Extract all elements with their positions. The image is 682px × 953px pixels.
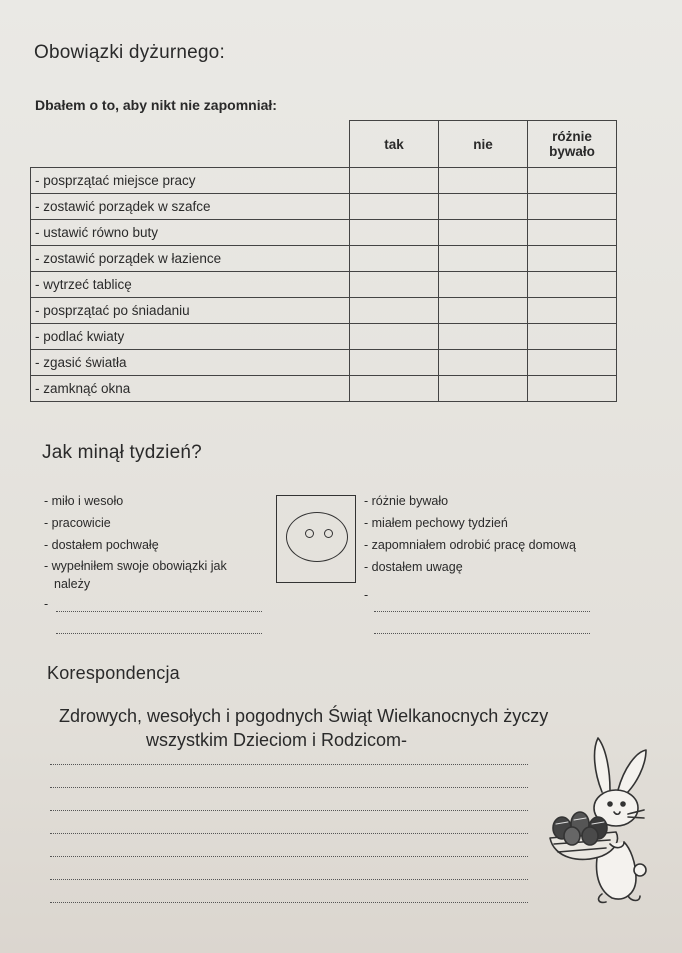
- list-item: - miałem pechowy tydzień: [364, 516, 508, 530]
- writing-line[interactable]: [50, 879, 528, 880]
- checkbox-cell-tak[interactable]: [350, 324, 439, 350]
- checkbox-cell-tak[interactable]: [350, 350, 439, 376]
- list-item: - dostałem uwagę: [364, 560, 463, 574]
- duties-table: [30, 120, 617, 402]
- correspondence-title: Korespondencja: [47, 663, 180, 683]
- task-label: - zgasić światła: [31, 350, 350, 376]
- week-left-list: [44, 490, 227, 616]
- mood-box: [276, 495, 356, 583]
- checkbox-cell-nie[interactable]: [439, 350, 528, 376]
- header-roznie-line1: różnie: [552, 129, 592, 144]
- checkbox-cell-roznie[interactable]: [528, 350, 617, 376]
- list-item: - miło i wesoło: [44, 494, 124, 508]
- checkbox-cell-nie[interactable]: [439, 324, 528, 350]
- table-row: [31, 220, 617, 246]
- checkbox-cell-tak[interactable]: [350, 246, 439, 272]
- table-row: [31, 194, 617, 220]
- eye-left-icon: [305, 529, 314, 538]
- checkbox-cell-roznie[interactable]: [528, 168, 617, 194]
- fill-in-line[interactable]: [56, 611, 262, 612]
- writing-line[interactable]: [50, 856, 528, 857]
- table-header-blank: [31, 121, 350, 168]
- writing-line[interactable]: [50, 902, 528, 903]
- checkbox-cell-tak[interactable]: [350, 298, 439, 324]
- greeting-line-2: wszystkim Dzieciom i Rodzicom-: [146, 730, 408, 750]
- checkbox-cell-nie[interactable]: [439, 246, 528, 272]
- checkbox-cell-tak[interactable]: [350, 194, 439, 220]
- eye-right-icon: [324, 529, 333, 538]
- checkbox-cell-nie[interactable]: [439, 272, 528, 298]
- task-label: - zamknąć okna: [31, 376, 350, 402]
- task-label: - zostawić porządek w szafce: [31, 194, 350, 220]
- table-header-tak: tak: [350, 121, 439, 168]
- checkbox-cell-nie[interactable]: [439, 298, 528, 324]
- table-row: [31, 246, 617, 272]
- task-label: - posprzątać po śniadaniu: [31, 298, 350, 324]
- checkbox-cell-nie[interactable]: [439, 220, 528, 246]
- table-row: [31, 350, 617, 376]
- checkbox-cell-roznie[interactable]: [528, 246, 617, 272]
- list-item: należy: [54, 577, 91, 591]
- week-right-list: [364, 490, 576, 606]
- page-title: Obowiązki dyżurnego:: [34, 42, 225, 63]
- task-label: - ustawić równo buty: [31, 220, 350, 246]
- header-roznie-line2: bywało: [549, 144, 595, 159]
- checkbox-cell-roznie[interactable]: [528, 298, 617, 324]
- checkbox-cell-nie[interactable]: [439, 194, 528, 220]
- table-row: [31, 168, 617, 194]
- checkbox-cell-roznie[interactable]: [528, 272, 617, 298]
- checkbox-cell-nie[interactable]: [439, 376, 528, 402]
- easter-bunny-illustration: [540, 732, 660, 907]
- table-header-roznie: [528, 121, 617, 168]
- checkbox-cell-tak[interactable]: [350, 168, 439, 194]
- checkbox-cell-tak[interactable]: [350, 272, 439, 298]
- week-title: Jak minął tydzień?: [42, 442, 202, 463]
- list-item: -: [44, 597, 49, 611]
- table-header-row: [31, 121, 617, 168]
- task-label: - wytrzeć tablicę: [31, 272, 350, 298]
- task-label: - zostawić porządek w łazience: [31, 246, 350, 272]
- table-row: [31, 272, 617, 298]
- checkbox-cell-nie[interactable]: [439, 168, 528, 194]
- checkbox-cell-roznie[interactable]: [528, 220, 617, 246]
- writing-line[interactable]: [50, 787, 528, 788]
- fill-in-line[interactable]: [374, 633, 590, 634]
- writing-line[interactable]: [50, 833, 528, 834]
- checkbox-cell-roznie[interactable]: [528, 376, 617, 402]
- smiley-face-icon: [286, 512, 348, 562]
- task-label: - podlać kwiaty: [31, 324, 350, 350]
- greeting-line-1: Zdrowych, wesołych i pogodnych Świąt Wielkanocnych życzy: [59, 706, 549, 726]
- checkbox-cell-tak[interactable]: [350, 220, 439, 246]
- task-label: - posprzątać miejsce pracy: [31, 168, 350, 194]
- writing-line[interactable]: [50, 810, 528, 811]
- checkbox-cell-tak[interactable]: [350, 376, 439, 402]
- checkbox-cell-roznie[interactable]: [528, 194, 617, 220]
- fill-in-line[interactable]: [56, 633, 262, 634]
- table-header-nie: nie: [439, 121, 528, 168]
- checkbox-cell-roznie[interactable]: [528, 324, 617, 350]
- list-item: - dostałem pochwałę: [44, 538, 159, 552]
- list-item: - zapomniałem odrobić pracę domową: [364, 538, 576, 552]
- table-row: [31, 376, 617, 402]
- table-caption: Dbałem o to, aby nikt nie zapomniał:: [35, 97, 277, 113]
- writing-line[interactable]: [50, 764, 528, 765]
- list-item: - różnie bywało: [364, 494, 449, 508]
- list-item: - wypełniłem swoje obowiązki jak: [44, 559, 227, 573]
- table-row: [31, 324, 617, 350]
- table-row: [31, 298, 617, 324]
- fill-in-line[interactable]: [374, 611, 590, 612]
- list-item: -: [364, 588, 369, 602]
- list-item: - pracowicie: [44, 516, 111, 530]
